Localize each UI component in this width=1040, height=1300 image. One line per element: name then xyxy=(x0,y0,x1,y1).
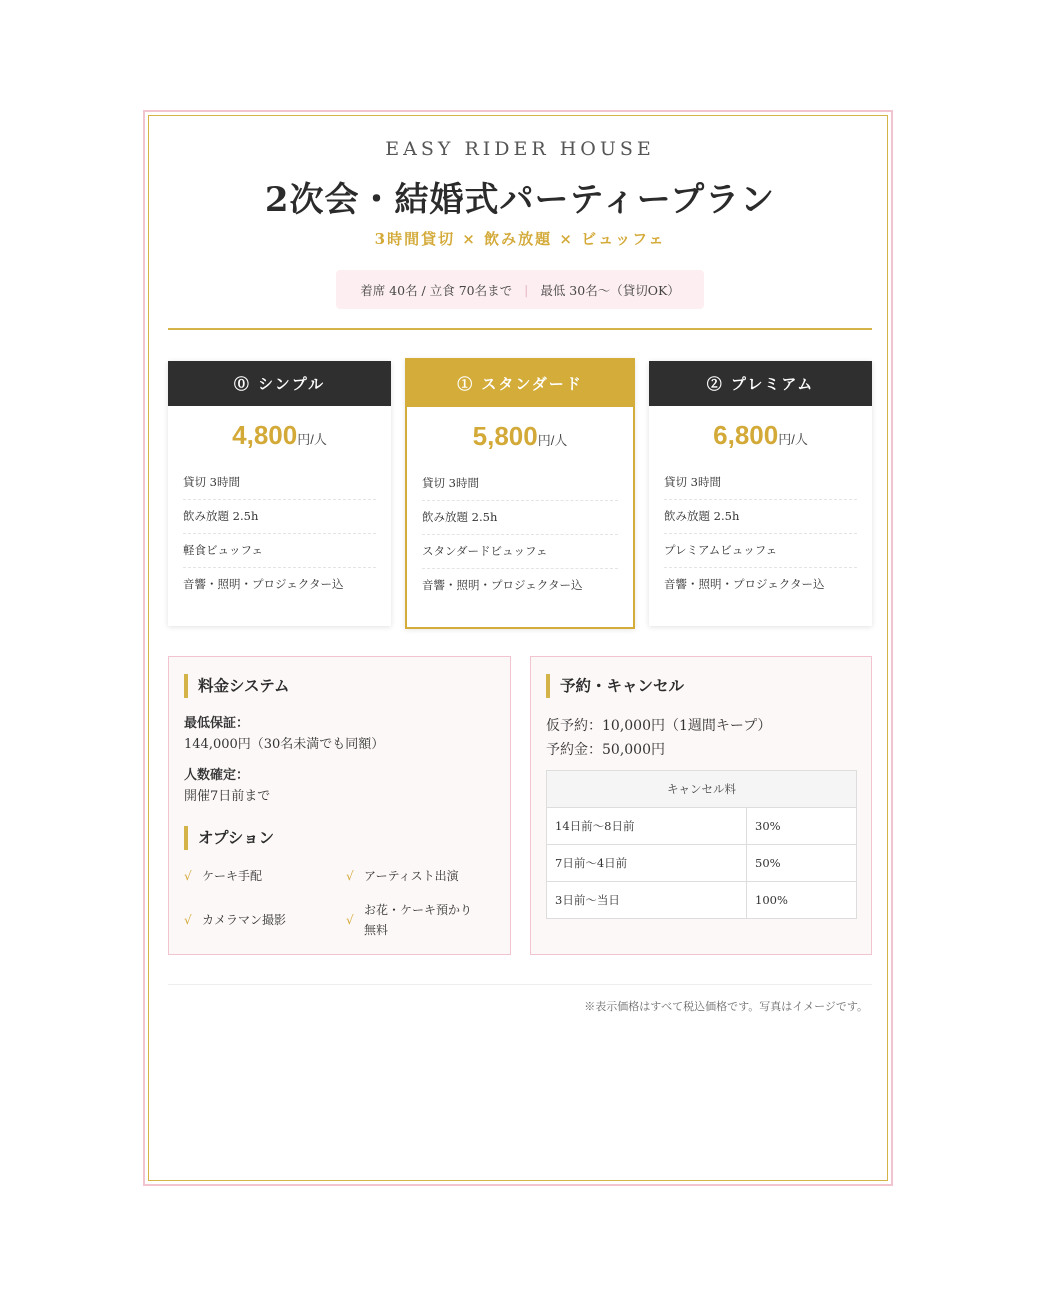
minimum-guarantee xyxy=(184,713,384,755)
check-icon: √ xyxy=(346,913,354,927)
tentative-reservation: 仮予約：10,000円（1週間キープ） xyxy=(546,718,772,734)
plan-price-value: 5,800 xyxy=(472,421,538,451)
plan-price xyxy=(649,420,872,460)
capacity-text: 着席 40名 / 立食 70名まで xyxy=(360,282,513,298)
option-label: ケーキ手配 xyxy=(202,869,263,883)
capacity-separator: | xyxy=(524,282,529,297)
cancel-fee: 50% xyxy=(747,845,857,882)
option-item xyxy=(184,866,262,886)
page-title: 2次会・結婚式パーティープラン xyxy=(264,180,776,220)
cancel-period: 3日前〜当日 xyxy=(547,882,747,919)
option-label-note: 無料 xyxy=(364,923,389,937)
cancel-fee: 30% xyxy=(747,808,857,845)
cancel-period: 14日前〜8日前 xyxy=(547,808,747,845)
cancel-fee-table xyxy=(546,770,857,919)
minimum-guarantee-value: 144,000円（30名未満でも同額） xyxy=(184,737,385,752)
plan-feature: 音響・照明・プロジェクター込 xyxy=(183,577,344,591)
brand-name: EASY RIDER HOUSE xyxy=(385,138,655,160)
table-row xyxy=(547,845,857,882)
plan-feature: 音響・照明・プロジェクター込 xyxy=(664,577,825,591)
plan-price-unit: 円/人 xyxy=(778,432,808,447)
reservation-deposit: 予約金：50,000円 xyxy=(546,742,665,758)
minimum-guarantee-label: 最低保証： xyxy=(184,716,250,731)
plan-feature: 飲み放題 2.5h xyxy=(422,501,618,535)
table-row xyxy=(547,882,857,919)
footnote: ※表示価格はすべて税込価格です。写真はイメージです。 xyxy=(584,1000,868,1013)
option-item xyxy=(346,900,472,940)
table-row xyxy=(547,808,857,845)
plan-price xyxy=(407,421,633,461)
option-item xyxy=(346,866,459,886)
plan-feature: 貸切 3時間 xyxy=(422,467,618,501)
plan-feature-list xyxy=(183,466,376,601)
header-divider xyxy=(168,328,872,330)
plan-feature: スタンダードビュッフェ xyxy=(422,535,618,569)
plan-feature: 貸切 3時間 xyxy=(664,466,857,500)
option-label-multiline xyxy=(364,900,472,940)
check-icon: √ xyxy=(184,869,192,883)
check-icon: √ xyxy=(346,869,354,883)
headcount-confirmation xyxy=(184,765,270,807)
plan-feature: プレミアムビュッフェ xyxy=(664,534,857,568)
option-item xyxy=(184,910,286,930)
plan-card-standard xyxy=(405,358,635,629)
plan-name: ② プレミアム xyxy=(649,361,872,406)
pricing-system-title: 料金システム xyxy=(184,674,289,698)
plan-feature: 飲み放題 2.5h xyxy=(664,500,857,534)
plan-feature: 軽食ビュッフェ xyxy=(183,534,376,568)
footer-divider xyxy=(168,984,872,985)
headcount-confirmation-label: 人数確定： xyxy=(184,768,250,783)
check-icon: √ xyxy=(184,913,192,927)
plan-price-value: 4,800 xyxy=(232,420,298,450)
cancel-fee-header: キャンセル料 xyxy=(547,771,857,808)
reservation-fees xyxy=(546,714,771,762)
headcount-confirmation-value: 開催7日前まで xyxy=(184,789,271,804)
cancel-fee: 100% xyxy=(747,882,857,919)
plan-name: ① スタンダード xyxy=(407,360,633,407)
page-subtitle: 3時間貸切 × 飲み放題 × ビュッフェ xyxy=(374,230,666,248)
option-label: カメラマン撮影 xyxy=(202,913,287,927)
plan-name: ⓪ シンプル xyxy=(168,361,391,406)
minimum-guests-text: 最低 30名〜（貸切OK） xyxy=(540,282,680,298)
plan-card-premium xyxy=(649,361,872,626)
plan-price xyxy=(168,420,391,460)
option-label: アーティスト出演 xyxy=(364,869,459,883)
plan-price-value: 6,800 xyxy=(713,420,779,450)
plan-price-unit: 円/人 xyxy=(297,432,327,447)
plan-feature: 音響・照明・プロジェクター込 xyxy=(422,578,583,592)
plan-price-unit: 円/人 xyxy=(537,433,568,448)
cancel-period: 7日前〜4日前 xyxy=(547,845,747,882)
capacity-banner xyxy=(336,270,704,309)
plan-feature: 飲み放題 2.5h xyxy=(183,500,376,534)
plan-feature-list xyxy=(422,467,618,602)
plan-feature-list xyxy=(664,466,857,601)
reservation-title: 予約・キャンセル xyxy=(546,674,684,698)
plan-feature: 貸切 3時間 xyxy=(183,466,376,500)
plan-card-simple xyxy=(168,361,391,626)
option-label: お花・ケーキ預かり xyxy=(364,903,473,917)
options-title: オプション xyxy=(184,826,274,850)
